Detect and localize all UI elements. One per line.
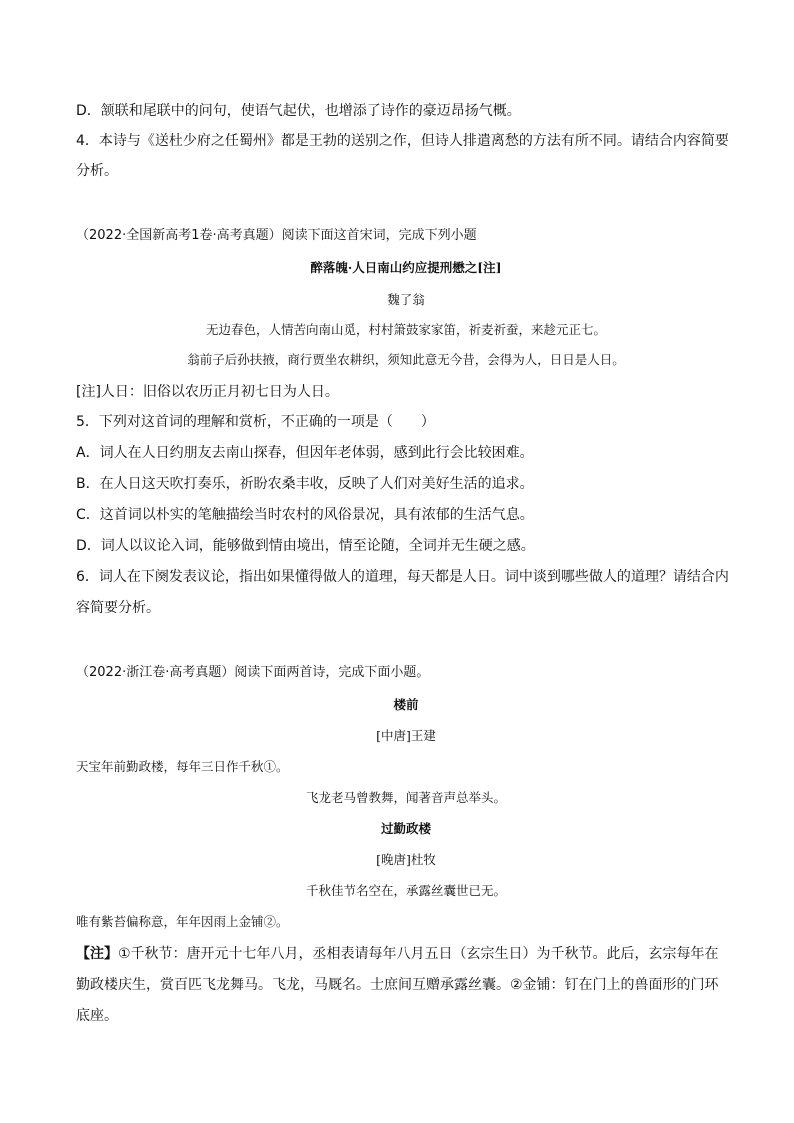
poem-2-line-1: 千秋佳节名空在，承露丝囊世已无。 <box>305 883 506 898</box>
poem-2-author: [晚唐]杜牧 <box>376 852 436 867</box>
poem-note: [注]人日：旧俗以农历正月初七日为人日。 <box>76 384 339 400</box>
option-b: B．在人日这天吹打奏乐，祈盼农桑丰收，反映了人们对美好生活的追求。 <box>76 476 534 492</box>
poem-2-line-2: 唯有紫苔偏称意，年年因雨上金铺②。 <box>76 914 289 929</box>
poem-1-title: 楼前 <box>393 697 419 712</box>
option-c: C．这首词以朴实的笔触描绘当时农村的风俗景况，具有浓郁的生活气息。 <box>76 507 534 523</box>
note-label: 【注】 <box>76 946 118 962</box>
poem-2-title: 过勤政楼 <box>380 821 431 836</box>
note-line-2: 勤政楼庆生，赏百匹飞龙舞马。飞龙，马厩名。士庶间互赠承露丝囊。②金铺：钉在门上的兽面形的门环 <box>76 977 719 993</box>
question-4-line-2: 分析。 <box>76 163 118 179</box>
poem-verse-2: 翁前子后孙扶掖，商行贾坐农耕织，须知此意无今昔，会得为人，日日是人日。 <box>187 352 625 367</box>
question-4-line-1: 4．本诗与《送杜少府之任蜀州》都是王勃的送别之作，但诗人排遣离愁的方法有所不同。请结合内容简要 <box>76 133 729 149</box>
note-line-3: 底座。 <box>76 1008 118 1024</box>
previous-option-d: D．颔联和尾联中的问句，使语气起伏，也增添了诗作的豪迈昂扬气概。 <box>76 103 521 119</box>
section-2-intro: （2022·全国新高考1卷·高考真题）阅读下面这首宋词，完成下列小题 <box>76 228 477 243</box>
note-text-1: ①千秋节：唐开元十七年八月，丞相表请每年八月五日（玄宗生日）为千秋节。此后，玄宗每年在 <box>118 946 719 962</box>
option-a: A．词人在人日约朋友去南山探春，但因年老体弱，感到此行会比较困难。 <box>76 445 534 461</box>
poem-title: 醉落魄·人日南山约应提刑懋之[注] <box>310 260 502 275</box>
poem-1-author: [中唐]王建 <box>376 728 436 743</box>
question-6-line-2: 容简要分析。 <box>76 600 160 616</box>
option-d: D．词人以议论入词，能够做到情由境出，情至论随，全词并无生硬之感。 <box>76 538 535 554</box>
poem-verse-1: 无边春色，人情苦向南山觅，村村箫鼓家家笛，祈麦祈蚕，来趁元正七。 <box>205 322 606 337</box>
poem-1-line-2: 飞龙老马曾教舞，闻著音声总举头。 <box>305 790 506 805</box>
poem-author: 魏了翁 <box>387 292 425 307</box>
note-line-1 <box>76 944 736 964</box>
question-5: 5．下列对这首词的理解和赏析，不正确的一项是（ ） <box>76 414 435 430</box>
section-3-intro: （2022·浙江卷·高考真题）阅读下面两首诗，完成下面小题。 <box>76 665 430 680</box>
poem-1-line-1: 天宝年前勤政楼，每年三日作千秋①。 <box>76 759 289 774</box>
question-6-line-1: 6．词人在下阕发表议论，指出如果懂得做人的道理，每天都是人日。词中谈到哪些做人的道理？请结合内 <box>76 569 729 585</box>
